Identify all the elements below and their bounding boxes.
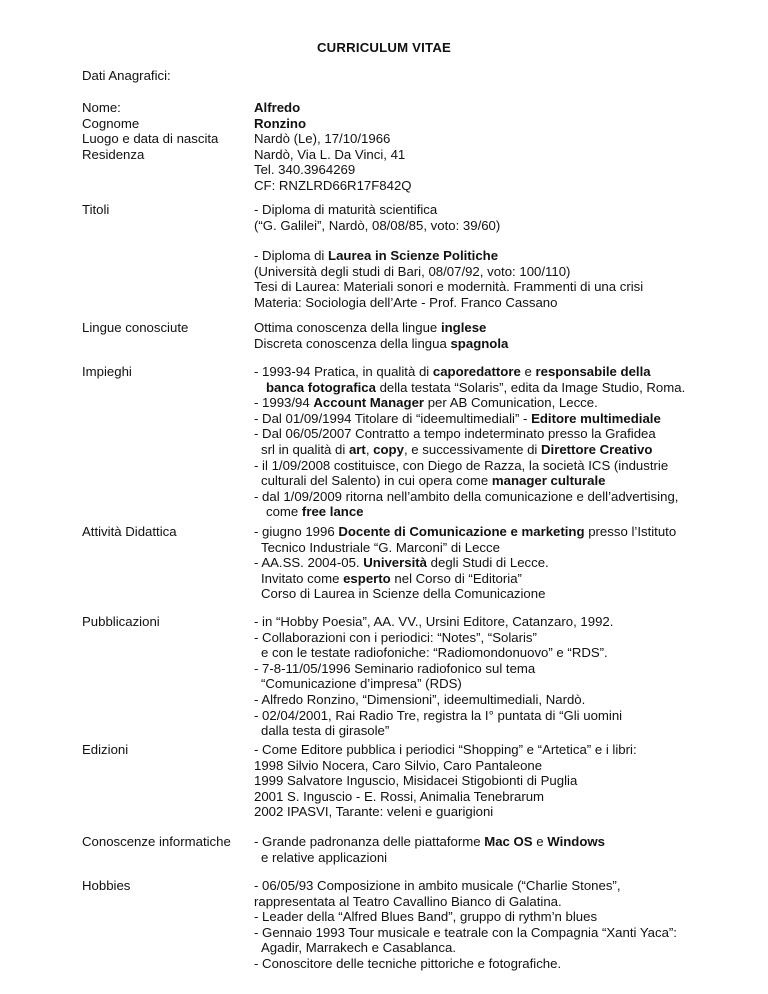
impiego-5: - il 1/09/2008 costituisce, con Diego de Razza, la società ICS (industrie: [254, 457, 669, 473]
lingua-spagnola: Discreta conoscenza della lingua spagnola: [254, 335, 509, 351]
pubblicazione-item: dalla testa di girasole”: [261, 723, 390, 739]
impiego-1: - 1993-94 Pratica, in qualità di caporedattore e responsabile della: [254, 364, 651, 379]
section-heading-dati-anagrafici: Dati Anagrafici:: [82, 68, 171, 83]
personal-labels: [82, 100, 218, 162]
hobby-item: rappresentata al Teatro Cavallino Bianco di Galatina.: [254, 893, 562, 909]
lingue-content: [254, 320, 754, 351]
titoli-diploma-line: - Diploma di maturità scientifica: [254, 202, 438, 217]
value-cognome: Ronzino: [254, 115, 307, 131]
impiego-4: - Dal 06/05/2007 Contratto a tempo indeterminato presso la Grafidea: [254, 426, 656, 442]
didattica-content: [254, 524, 754, 602]
label-cognome: Cognome: [82, 115, 140, 131]
didattica-2-cont: Invitato come esperto nel Corso di “Editoria”: [261, 570, 522, 586]
pubblicazione-item: - Collaborazioni con i periodici: “Notes”, “Solaris”: [254, 629, 537, 645]
titoli-laurea-content: [254, 248, 754, 310]
pubblicazione-item: e con le testate radiofoniche: “Radiomondonuovo” e “RDS”.: [261, 645, 608, 661]
pubblicazione-item: - Alfredo Ronzino, “Dimensioni”, ideemultimediali, Nardò.: [254, 691, 586, 707]
lingua-inglese: Ottima conoscenza della lingue inglese: [254, 320, 487, 335]
pubblicazione-item: - 7-8-11/05/1996 Seminario radiofonico sul tema: [254, 660, 536, 676]
impiego-5-cont: culturali del Salento) in cui opera come manager culturale: [261, 473, 606, 489]
didattica-2: - AA.SS. 2004-05. Università degli Studi di Lecce.: [254, 555, 549, 571]
section-label-didattica: Attività Didattica: [82, 524, 177, 539]
pubblicazioni-content: [254, 614, 754, 739]
impiego-3: - Dal 01/09/1994 Titolare di “ideemultimediali” - Editore multimediale: [254, 410, 661, 426]
edizione-item: 2001 S. Inguscio - E. Rossi, Animalia Tenebrarum: [254, 788, 545, 804]
titoli-diploma-detail: (“G. Galilei”, Nardò, 08/08/85, voto: 39/60): [254, 217, 501, 233]
informatica-content: [254, 834, 754, 865]
label-nascita: Luogo e data di nascita: [82, 131, 219, 147]
impieghi-content: [254, 364, 754, 520]
edizione-item: 1998 Silvio Nocera, Caro Silvio, Caro Pantaleone: [254, 757, 543, 773]
hobby-item: Agadir, Marrakech e Casablanca.: [261, 940, 456, 956]
value-telefono: Tel. 340.3964269: [254, 162, 356, 178]
didattica-1: - giugno 1996 Docente di Comunicazione e marketing presso l’Istituto: [254, 524, 677, 539]
titoli-laurea-line: - Diploma di Laurea in Scienze Politiche: [254, 248, 499, 263]
section-label-informatica: Conoscenze informatiche: [82, 834, 231, 849]
impiego-6: - dal 1/09/2009 ritorna nell’ambito della comunicazione e dell’advertising,: [254, 488, 679, 504]
hobby-item: - Gennaio 1993 Tour musicale e teatrale con la Compagnia “Xanti Yaca”:: [254, 924, 677, 940]
edizione-item: 1999 Salvatore Inguscio, Misidacei Stigobionti di Puglia: [254, 773, 578, 789]
section-label-titoli: Titoli: [82, 202, 110, 217]
section-label-hobbies: Hobbies: [82, 878, 131, 893]
informatica-piattaforme: - Grande padronanza delle piattaforme Mac OS e Windows: [254, 834, 606, 849]
value-residenza: Nardò, Via L. Da Vinci, 41: [254, 146, 406, 162]
section-label-pubblicazioni: Pubblicazioni: [82, 614, 160, 629]
pubblicazione-item: - 02/04/2001, Rai Radio Tre, registra la I° puntata di “Gli uomini: [254, 707, 623, 723]
impiego-1-cont: banca fotografica della testata “Solaris”, edita da Image Studio, Roma.: [266, 379, 686, 395]
titoli-content: [254, 202, 754, 233]
hobby-item: - Leader della “Alfred Blues Band”, gruppo di rythm’n blues: [254, 909, 598, 925]
didattica-2-corso: Corso di Laurea in Scienze della Comunicazione: [261, 586, 546, 602]
section-label-edizioni: Edizioni: [82, 742, 129, 757]
value-nascita: Nardò (Le), 17/10/1966: [254, 131, 391, 147]
personal-values: [254, 100, 754, 194]
edizione-item: - Come Editore pubblica i periodici “Shopping” e “Artetica” e i libri:: [254, 742, 637, 757]
informatica-applicazioni: e relative applicazioni: [261, 849, 388, 865]
label-residenza: Residenza: [82, 146, 145, 162]
value-codice-fiscale: CF: RNZLRD66R17F842Q: [254, 177, 412, 193]
label-nome: Nome:: [82, 100, 121, 115]
titoli-materia: Materia: Sociologia dell’Arte - Prof. Franco Cassano: [254, 294, 558, 310]
hobbies-content: [254, 878, 754, 972]
section-label-lingue: Lingue conosciute: [82, 320, 189, 335]
titoli-laurea-detail: (Università degli studi di Bari, 08/07/92, voto: 100/110): [254, 263, 571, 279]
section-label-impieghi: Impieghi: [82, 364, 132, 379]
value-nome: Alfredo: [254, 100, 301, 115]
hobby-item: - Conoscitore delle tecniche pittoriche e fotografiche.: [254, 955, 562, 971]
didattica-1-cont: Tecnico Industriale “G. Marconi” di Lecce: [261, 539, 500, 555]
pubblicazione-item: “Comunicazione d’impresa” (RDS): [261, 676, 462, 692]
impiego-6-cont: come free lance: [266, 504, 364, 520]
document-title: CURRICULUM VITAE: [316, 40, 452, 55]
impiego-2: - 1993/94 Account Manager per AB Comunication, Lecce.: [254, 395, 598, 411]
edizioni-content: [254, 742, 754, 820]
pubblicazione-item: - in “Hobby Poesia”, AA. VV., Ursini Editore, Catanzaro, 1992.: [254, 614, 614, 629]
hobby-item: - 06/05/93 Composizione in ambito musicale (“Charlie Stones”,: [254, 878, 621, 893]
edizione-item: 2002 IPASVI, Tarante: veleni e guarigioni: [254, 804, 494, 820]
titoli-tesi: Tesi di Laurea: Materiali sonori e modernità. Frammenti di una crisi: [254, 279, 644, 295]
impiego-4-cont: srl in qualità di art, copy, e successivamente di Direttore Creativo: [261, 441, 653, 457]
